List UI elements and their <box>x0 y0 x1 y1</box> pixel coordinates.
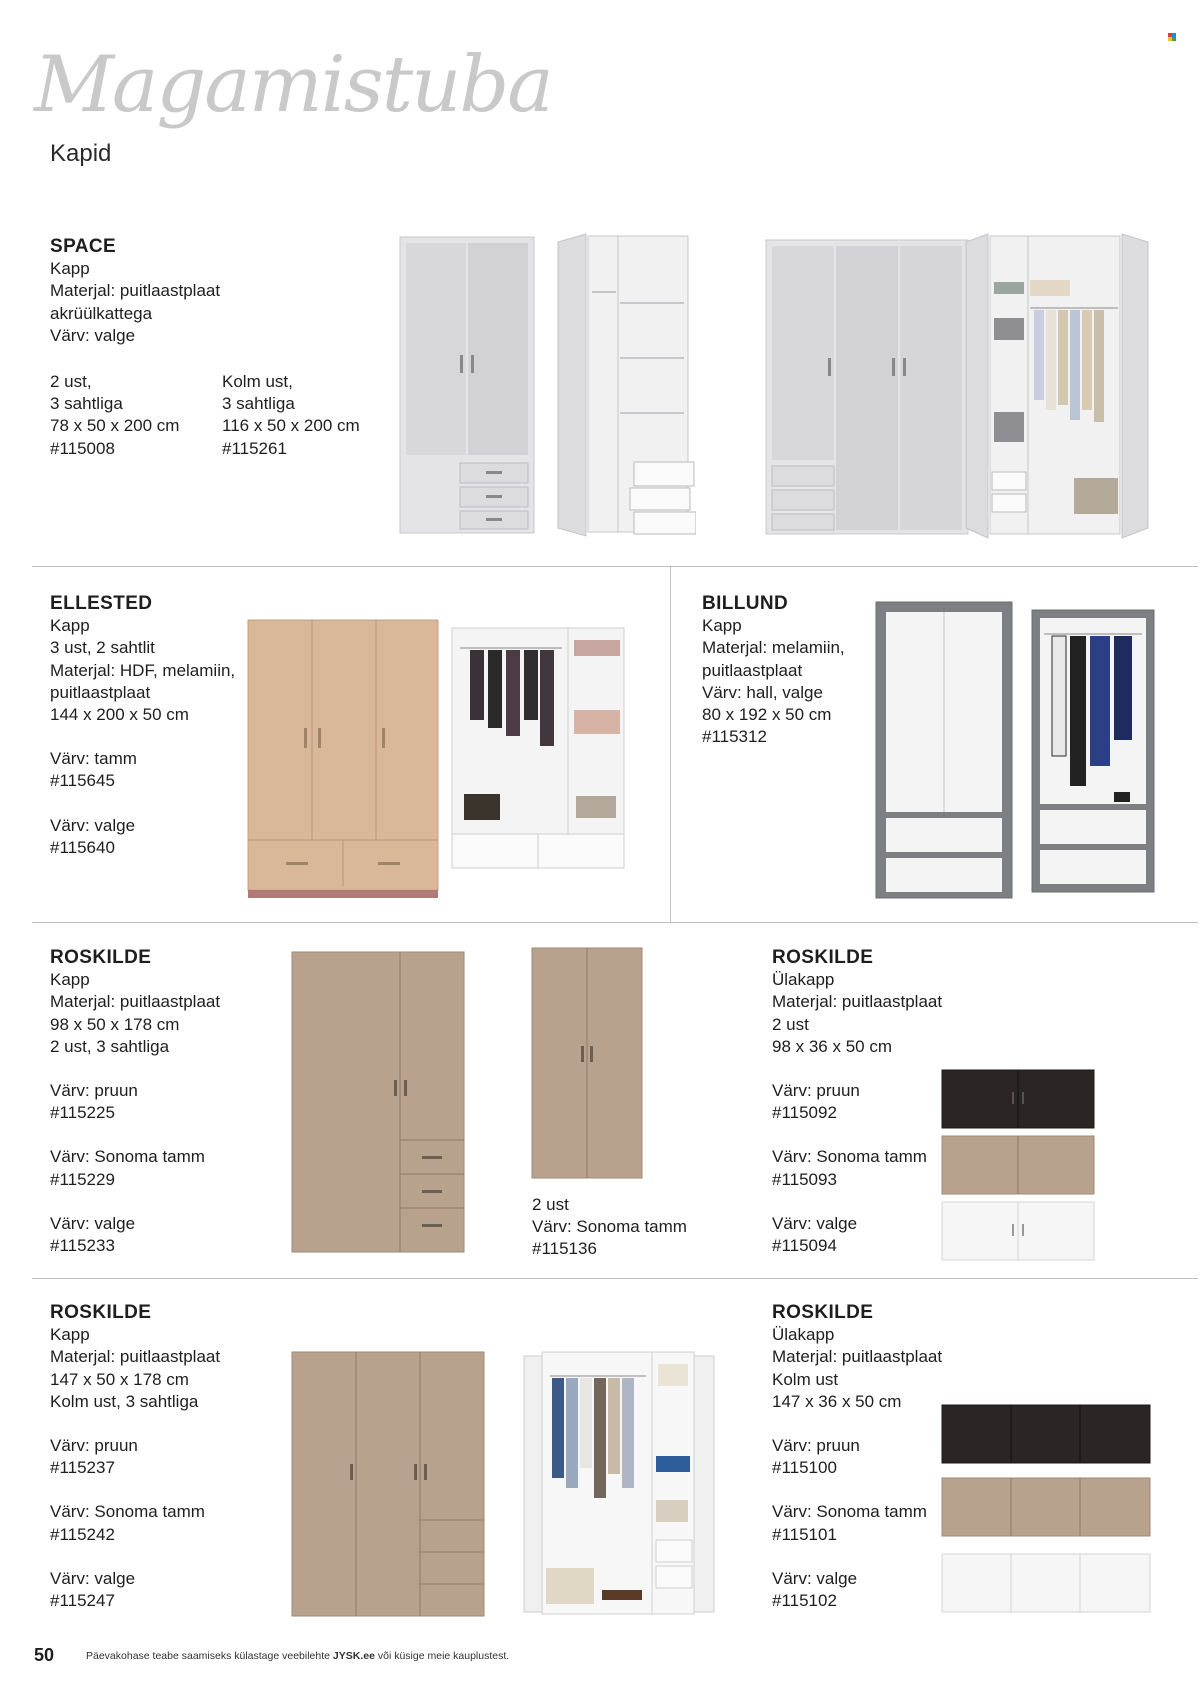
space-3door-closed-image <box>764 238 972 538</box>
footer-site-link[interactable]: JYSK.ee <box>332 1650 375 1662</box>
roskilde-2door-info <box>50 947 220 1257</box>
variant-code: #115261 <box>222 438 287 458</box>
product-code: #115100 <box>772 1458 837 1478</box>
roskilde-top-brown-image <box>940 1068 1096 1132</box>
roskilde-2door-only-info <box>532 1194 687 1261</box>
product-color: Värv: Sonoma tamm <box>50 1502 205 1522</box>
variant-size: 78 x 50 x 200 cm <box>50 416 180 436</box>
product-color: Värv: tamm <box>50 749 137 769</box>
brand-logo-icon <box>1168 33 1176 41</box>
product-color: Värv: Sonoma tamm <box>772 1502 927 1522</box>
variant-size: 116 x 50 x 200 cm <box>222 416 360 436</box>
space-2door-closed-image <box>398 235 538 537</box>
billund-open-image <box>1030 608 1156 894</box>
product-material-2: puitlaastplaat <box>50 682 151 702</box>
product-type: Ülakapp <box>772 970 835 990</box>
divider <box>32 1278 1198 1279</box>
product-material: Materjal: puitlaastplaat <box>50 992 221 1012</box>
product-code: #115094 <box>772 1236 837 1256</box>
product-code: #115312 <box>702 727 767 747</box>
product-size: 147 x 50 x 178 cm <box>50 1369 189 1389</box>
product-name: SPACE <box>50 236 117 257</box>
product-size: 98 x 50 x 178 cm <box>50 1014 180 1034</box>
product-code: #115233 <box>50 1236 115 1256</box>
variant-desc: Kolm ust, <box>222 372 293 391</box>
roskilde-3door-info <box>50 1302 220 1612</box>
product-color: Värv: hall, valge <box>702 682 823 702</box>
product-code: #115229 <box>50 1169 115 1189</box>
variant-desc: 2 ust, <box>50 372 92 391</box>
product-material: Materjal: puitlaastplaat <box>772 992 943 1012</box>
roskilde-top-white-image <box>940 1200 1096 1264</box>
product-color: Värv: valge <box>772 1568 858 1588</box>
product-desc: 3 ust, 2 sahtlit <box>50 638 155 658</box>
product-size: 98 x 36 x 50 cm <box>772 1036 893 1056</box>
product-material-2: akrüülkattega <box>50 303 153 323</box>
roskilde-2door-3drawer-image <box>290 950 466 1256</box>
product-size: 147 x 36 x 50 cm <box>772 1391 902 1411</box>
product-desc: Kolm ust <box>772 1369 839 1389</box>
product-code: #115136 <box>532 1239 597 1259</box>
product-desc: 2 ust <box>772 1014 809 1034</box>
roskilde-top3-brown-image <box>940 1403 1152 1467</box>
product-color: Värv: pruun <box>50 1436 138 1456</box>
divider <box>32 922 1198 923</box>
space-info <box>50 236 220 347</box>
roskilde-2door-image <box>530 946 644 1182</box>
product-type: Kapp <box>50 616 90 636</box>
product-type: Kapp <box>50 259 90 279</box>
product-code: #115247 <box>50 1591 115 1611</box>
ellested-info <box>50 593 235 859</box>
product-code: #115645 <box>50 771 115 791</box>
variant-desc-2: 3 sahtliga <box>222 394 295 414</box>
product-color: Värv: pruun <box>772 1436 860 1456</box>
roskilde-top-sonoma-image <box>940 1134 1096 1198</box>
section-subtitle: Kapid <box>50 140 112 167</box>
product-color: Värv: valge <box>50 1568 136 1588</box>
product-material: Materjal: melamiin, <box>702 638 845 658</box>
product-code: #115640 <box>50 837 115 857</box>
footer-note <box>86 1650 509 1662</box>
product-color: Värv: pruun <box>50 1081 138 1101</box>
product-material: Materjal: puitlaastplaat <box>772 1347 943 1367</box>
space-3door-open-image <box>964 232 1152 542</box>
product-color: Värv: valge <box>50 325 136 345</box>
section-script-title: Magamistuba <box>34 40 552 130</box>
product-name: ROSKILDE <box>50 947 152 968</box>
product-type: Kapp <box>50 1325 90 1345</box>
divider <box>32 566 1198 567</box>
product-color: Värv: valge <box>50 1213 136 1233</box>
product-code: #115242 <box>50 1524 115 1544</box>
product-type: Ülakapp <box>772 1325 835 1345</box>
footer-text-end: või küsige meie kauplustest. <box>374 1650 510 1662</box>
space-variant-b <box>222 371 360 460</box>
roskilde-top-3door-info <box>772 1302 942 1612</box>
product-type: Kapp <box>50 970 90 990</box>
billund-closed-image <box>874 600 1014 900</box>
product-material: Materjal: puitlaastplaat <box>50 281 221 301</box>
ellested-oak-image <box>246 618 442 900</box>
product-size: 144 x 200 x 50 cm <box>50 705 189 725</box>
product-code: #115225 <box>50 1103 115 1123</box>
product-color: Värv: valge <box>50 815 136 835</box>
product-name: ROSKILDE <box>772 947 874 968</box>
product-code: #115092 <box>772 1103 837 1123</box>
divider-vertical <box>670 566 671 922</box>
product-material-2: puitlaastplaat <box>702 660 803 680</box>
brand-dot-green <box>1172 37 1176 41</box>
roskilde-3door-sonoma-image <box>290 1350 486 1620</box>
product-color: Värv: pruun <box>772 1081 860 1101</box>
product-color: Värv: Sonoma tamm <box>50 1147 205 1167</box>
product-material: Materjal: HDF, melamiin, <box>50 660 236 680</box>
product-code: #115237 <box>50 1458 115 1478</box>
product-color: Värv: Sonoma tamm <box>772 1147 927 1167</box>
roskilde-3door-white-open-image <box>522 1350 718 1618</box>
ellested-white-open-image <box>450 626 626 872</box>
product-code: #115102 <box>772 1591 837 1611</box>
footer-text: Päevakohase teabe saamiseks külastage veebilehte <box>86 1650 333 1662</box>
product-code: #115101 <box>772 1524 837 1544</box>
variant-desc-2: 3 sahtliga <box>50 394 123 414</box>
product-desc: 2 ust <box>532 1195 569 1214</box>
roskilde-top3-sonoma-image <box>940 1476 1152 1540</box>
product-name: ELLESTED <box>50 593 153 614</box>
roskilde-top-2door-info <box>772 947 942 1257</box>
space-variant-a <box>50 371 179 460</box>
product-color: Värv: valge <box>772 1213 858 1233</box>
product-code: #115093 <box>772 1169 837 1189</box>
product-type: Kapp <box>702 616 742 636</box>
product-desc: 2 ust, 3 sahtliga <box>50 1036 170 1056</box>
billund-info <box>702 593 845 748</box>
product-name: BILLUND <box>702 593 789 614</box>
space-2door-open-image <box>556 232 696 538</box>
page-number: 50 <box>34 1645 55 1665</box>
variant-code: #115008 <box>50 438 115 458</box>
product-color: Värv: Sonoma tamm <box>532 1217 687 1237</box>
product-material: Materjal: puitlaastplaat <box>50 1347 221 1367</box>
roskilde-top3-white-image <box>940 1552 1152 1616</box>
product-size: 80 x 192 x 50 cm <box>702 705 832 725</box>
product-name: ROSKILDE <box>772 1302 874 1323</box>
product-desc: Kolm ust, 3 sahtliga <box>50 1391 199 1411</box>
product-name: ROSKILDE <box>50 1302 152 1323</box>
